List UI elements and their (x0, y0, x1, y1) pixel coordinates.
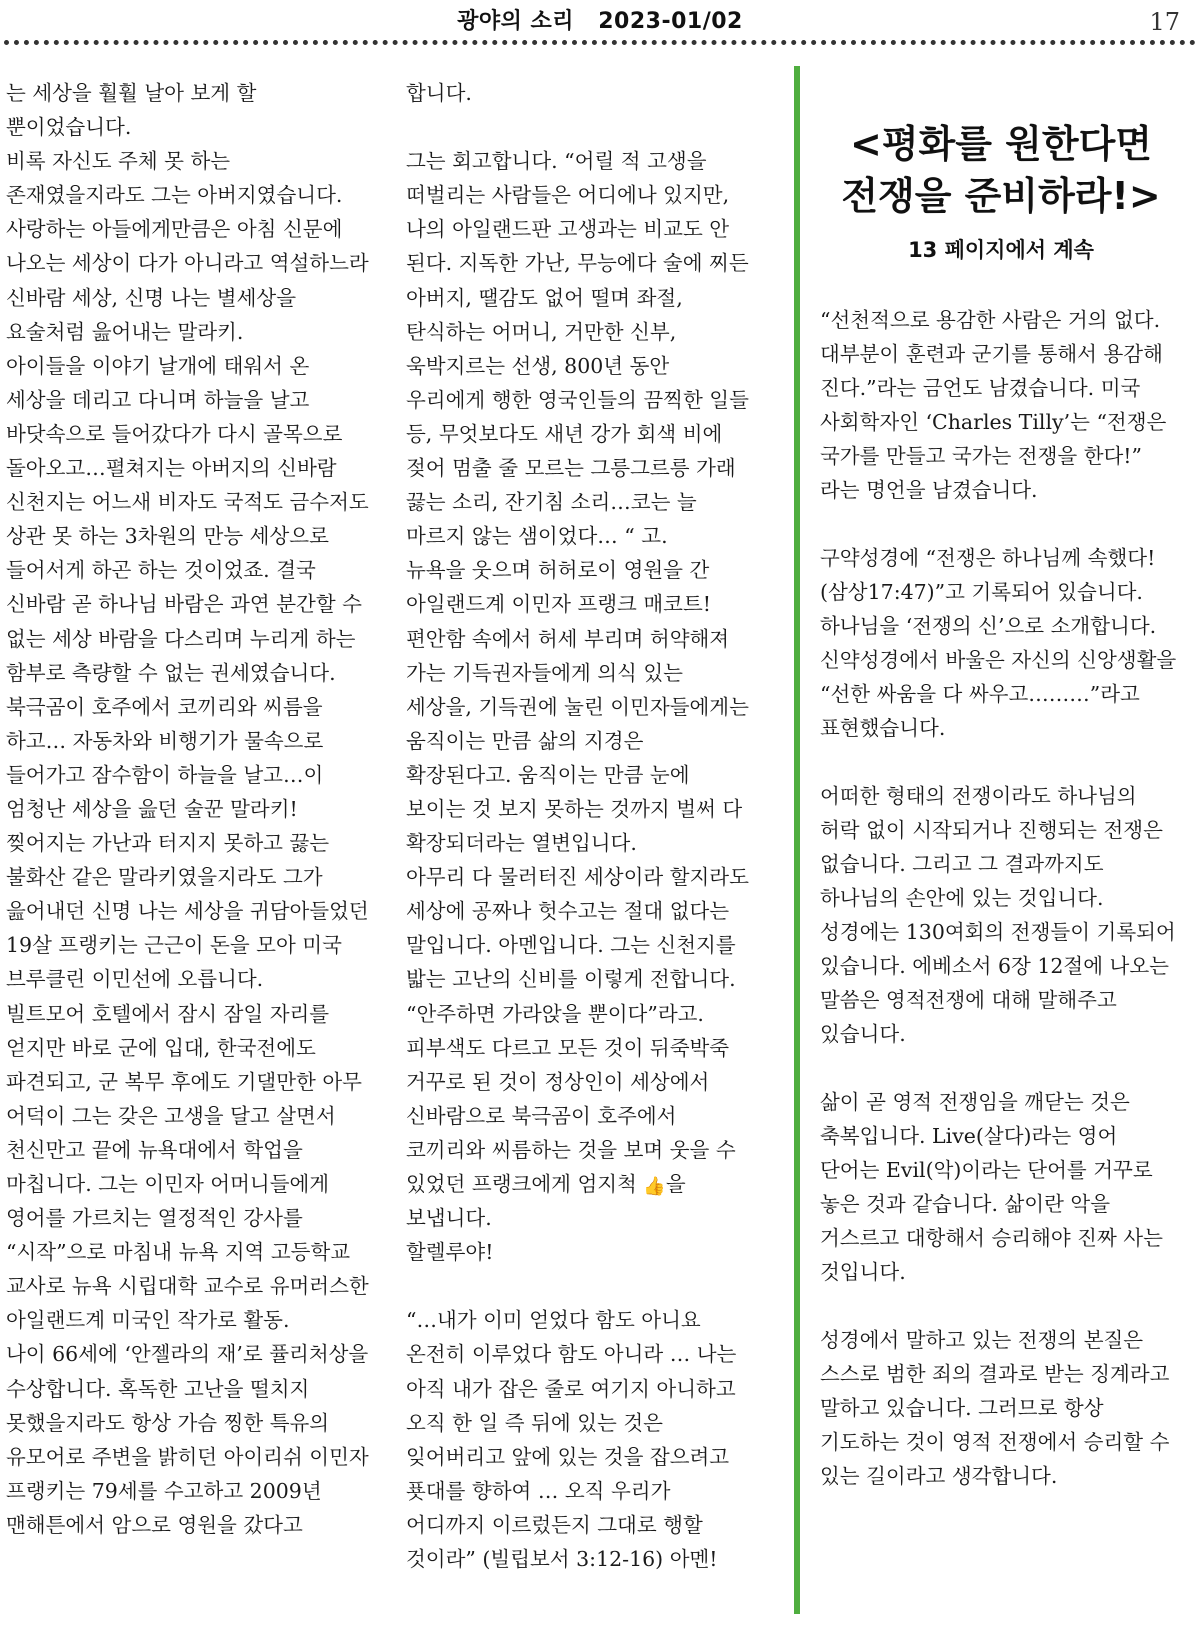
paragraph-gap (406, 1269, 750, 1303)
sidebar-column (820, 303, 1182, 1493)
article-column-1 (6, 76, 374, 1542)
masthead (0, 4, 1200, 35)
sidebar-title-line: <평화를 원한다면 (849, 122, 1153, 166)
paragraph-gap (820, 745, 1182, 779)
paragraph: 성경에서 말하고 있는 전쟁의 본질은 스스로 범한 죄의 결과로 받는 징계라고 말하고 있습니다. 그러므로 항상 기도하는 것이 영적 전쟁에서 승리할 수 있는 길이라고 생각합니다. (820, 1328, 1170, 1489)
paragraph: 구약성경에 “전쟁은 하나님께 속했다!(삼상17:47)”고 기록되어 있습니다. 하나님을 ‘전쟁의 신’으로 소개합니다. 신약성경에서 바울은 자신의 신앙생활을 “선한 싸움을 다 싸우고………”라고 표현했습니다. (820, 546, 1177, 741)
paragraph: 합니다. (406, 81, 472, 105)
paragraph: 빌트모어 호텔에서 잠시 잠일 자리를 얻지만 바로 군에 입대, 한국전에도 파견되고, 군 복무 후에도 기댈만한 아무 어덕이 그는 갖은 고생을 달고 살면서 천신만고 끝에 뉴욕대에서 학업을 마칩니다. 그는 이민자 어머니들에게 영어를 가르치는 열정적인 강사를 “시작”으로 마침내 뉴욕 지역 고등학교 교사로 뉴욕 시립대학 교수로 유머러스한 아일랜드계 미국인 작가로 활동. (6, 1001, 369, 1333)
paragraph-text: 을 보냅니다. (406, 1172, 686, 1231)
paragraph-gap (406, 110, 750, 144)
thumbs-up-icon: 👍 (643, 1176, 666, 1197)
paragraph: 그는 회고합니다. “어릴 적 고생을 떠벌리는 사람들은 어디에나 있지만, 나의 아일랜드판 고생과는 비교도 안 된다. 지독한 가난, 무능에다 술에 찌든 아버지, 땔감도 없어 떨며 좌절, 탄식하는 어머니, 거만한 신부, 욱박지르는 선생, 800년 동안 우리에게 행한 영국인들의 끔찍한 일들 등, 무엇보다도 새년 강가 회색 비에 젖어 멈출 줄 모르는 그릉그르릉 가래 끓는 소리, 잔기침 소리…코는 늘 마르지 않는 샘이었다… “ 고. (406, 149, 749, 549)
header-dotted-divider (4, 40, 1196, 45)
sidebar-title (806, 118, 1196, 222)
page-number: 17 (1149, 8, 1180, 36)
paragraph: 아이들을 이야기 날개에 태워서 온 세상을 데리고 다니며 하늘을 날고 바닷속으로 들어갔다가 다시 골목으로 돌아오고…펼쳐지는 아버지의 신바람 신천지는 어느새 비자도 국적도 금수저도 상관 못 하는 3차원의 만능 세상으로 들어서게 하곤 하는 것이었죠. 결국 신바람 곧 하나님 바람은 과연 분간할 수 없는 세상 바람을 다스리며 누리게 하는 함부로 측량할 수 없는 권세였습니다. (6, 353, 369, 685)
page-header (0, 0, 1200, 44)
paragraph: 북극곰이 호주에서 코끼리와 씨름을 하고… 자동차와 비행기가 물속으로 들어가고 잠수함이 하늘을 날고…이 엄청난 세상을 읊던 술꾼 말라키! 찢어지는 가난과 터지지 못하고 끓는 불화산 같은 말라키였을지라도 그가 읊어내던 신명 나는 세상을 귀담아들었던 19살 프랭키는 근근이 돈을 모아 미국 브루클린 이민선에 오릅니다. (6, 694, 369, 992)
paragraph-text: 피부색도 다르고 모든 것이 뒤죽박죽 거꾸로 된 것이 정상인이 세상에서 신바람으로 북극곰이 호주에서 코끼리와 씨름하는 것을 보며 웃을 수 있었던 프랭크에게 엄지척 (406, 1035, 736, 1196)
issue-date: 2023-01/02 (598, 9, 743, 34)
paragraph (406, 1031, 750, 1236)
paragraph: 어떠한 형태의 전쟁이라도 하나님의 허락 없이 시작되거나 진행되는 전쟁은 없습니다. 그리고 그 결과까지도 하나님의 손안에 있는 것입니다. 성경에는 130여회의 전쟁들이 기록되어 있습니다. 에베소서 6장 12절에 나오는 말씀은 영적전쟁에 대해 말해주고 있습니다. (820, 784, 1176, 1047)
article-column-2 (406, 76, 750, 1576)
paragraph-gap (820, 1051, 1182, 1085)
publication-name: 광야의 소리 (457, 9, 575, 34)
sidebar-title-line: 전쟁을 준비하라!> (841, 174, 1161, 218)
paragraph-gap (820, 507, 1182, 541)
paragraph: 비록 자신도 주체 못 하는 존재였을지라도 그는 아버지였습니다. 사랑하는 아들에게만큼은 아침 신문에 나오는 세상이 다가 아니라고 역설하느라 신바람 세상, 신명 나는 별세상을 요술처럼 읊어내는 말라키. (6, 149, 369, 344)
paragraph: 삶이 곧 영적 전쟁임을 깨닫는 것은 축복입니다. Live(살다)라는 영어 단어는 Evil(악)이라는 단어를 거꾸로 놓은 것과 같습니다. 삶이란 악을 거스르고 대항해서 승리해야 진짜 사는 것입니다. (820, 1090, 1163, 1285)
paragraph: 뉴욕을 웃으며 허허로이 영원을 간 아일랜드계 이민자 프랭크 매코트! 편안함 속에서 허세 부리며 허약해져 가는 기득권자들에게 의식 있는 세상을, 기득권에 눌린 이민자들에게는 움직이는 만큼 삶의 지경은 확장된다고. 움직이는 만큼 눈에 보이는 것 보지 못하는 것까지 벌써 다 확장되더라는 열변입니다. (406, 558, 749, 856)
paragraph: 나이 66세에 ‘안젤라의 재’로 퓰리처상을 수상합니다. 혹독한 고난을 떨치지 못했을지라도 항상 가슴 찡한 특유의 유모어로 주변을 밝히던 아이리쉬 이민자 프랭키는 79세를 수고하고 2009년 맨해튼에서 암으로 영원을 갔다고 (6, 1342, 369, 1537)
sidebar-divider (794, 66, 800, 1614)
paragraph: 는 세상을 훨훨 날아 보게 할 뿐이었습니다. (6, 81, 257, 140)
scripture-quote: “…내가 이미 얻었다 함도 아니요 온전히 이루었다 함도 아니라 … 나는 아직 내가 잡은 줄로 여기지 아니하고 오직 한 일 즉 뒤에 있는 것은 잊어버리고 앞에 있는 것을 잡으려고 푯대를 향하여 … 오직 우리가 어디까지 이르렀든지 그대로 행할 것이라” (빌립보서 3:12-16) 아멘! (406, 1308, 737, 1572)
paragraph-gap (820, 1289, 1182, 1323)
paragraph: “선천적으로 용감한 사람은 거의 없다. 대부분이 훈련과 군기를 통해서 용감해 진다.”라는 금언도 남겼습니다. 미국 사회학자인 ‘Charles Tilly’는 “전쟁은 국가를 만들고 국가는 전쟁을 한다!” 라는 명언을 남겼습니다. (820, 308, 1167, 502)
sidebar-subtitle: 13 페이지에서 계속 (908, 238, 1094, 262)
paragraph: 할렐루야! (406, 1240, 494, 1265)
paragraph: 아무리 다 물러터진 세상이라 할지라도 세상에 공짜나 헛수고는 절대 없다는 말입니다. 아멘입니다. 그는 신천지를 밟는 고난의 신비를 이렇게 전합니다. “안주하면 가라앉을 뿐이다”라고. (406, 865, 749, 1026)
